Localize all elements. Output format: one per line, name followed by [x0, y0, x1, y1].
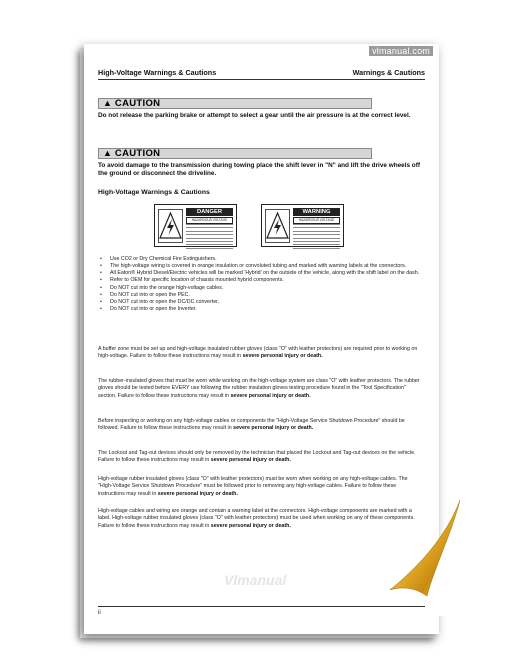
list-item: • Refer to OEM for specific location of chassis mounted hybrid components. [98, 277, 423, 284]
list-item: • All Eaton® Hybrid Diesel/Electric vehicles will be marked 'Hybrid' on the outside of the vehicle, along with the shift label on the dash. [98, 270, 423, 277]
header-divider [98, 79, 425, 80]
paragraph-1 [98, 346, 423, 361]
paragraph-text: The Lockout and Tag-out devices should only be removed by the technician that placed the Lockout and Tag-out devices on the vehicle. Failure to follow these instructions may result in [98, 450, 416, 464]
lightning-bolt-icon [158, 209, 183, 243]
watermark-top: vlmanual.com [369, 46, 433, 56]
caution-text-2: To avoid damage to the transmission during towing place the shift lever in "N" and lift the drive wheels off the ground or disconnect the driveline. [98, 162, 420, 177]
warning-header: WARNING [293, 208, 340, 216]
danger-subheader: HAZARDOUS VOLTAGE [186, 217, 233, 224]
caution-label: CAUTION [114, 148, 161, 159]
list-item: • Use CO2 or Dry Chemical Fire Extinguishers. [98, 256, 423, 263]
paragraph-emphasis: severe personal injury or death. [210, 457, 291, 464]
warning-triangle-icon: ▲ [103, 148, 112, 158]
paragraph-4 [98, 450, 423, 465]
danger-fine-print [186, 224, 233, 251]
paragraph-emphasis: severe personal injury or death. [233, 425, 314, 432]
page-number: ii [98, 610, 101, 616]
warning-fine-print [293, 224, 340, 251]
paragraph-text: The rubber-insulated gloves that must be worn while working on the high-voltage system are class "O" with leather protectors. The rubber gloves should be tested before EVERY use following the rubber insulation gloves testing procedure found in the "Tool Specification" section. Failure to follow these instructions may result in [98, 378, 420, 399]
caution-banner-2 [98, 148, 372, 159]
paragraph-text: A buffer zone must be set up and high-voltage insulated rubber gloves (class "O" with leather protectors) are required prior to working on high-voltage. Failure to follow these instructions may result in [98, 346, 418, 360]
list-item: • Do NOT cut into the orange high-voltage cables. [98, 285, 423, 292]
section-title: High-Voltage Warnings & Cautions [98, 189, 210, 196]
page-header [98, 68, 425, 77]
header-right: Warnings & Cautions [352, 68, 425, 77]
list-item: • Do NOT cut into or open the DC/DC converter. [98, 299, 423, 306]
paragraph-emphasis: severe personal injury or death. [210, 522, 291, 529]
paragraph-2 [98, 378, 423, 400]
header-left: High-Voltage Warnings & Cautions [98, 68, 217, 77]
list-item: • Do NOT cut into or open the Inverter. [98, 306, 423, 313]
list-item: • Do NOT cut into or open the PEC. [98, 292, 423, 299]
paragraph-5 [98, 476, 423, 498]
warning-label-image [261, 204, 344, 247]
watermark-bottom: Vlmanual [224, 572, 287, 588]
caution-banner-1 [98, 98, 372, 109]
paragraph-text: High-voltage cables and wiring are orange and contain a warning label at the connectors. High-voltage components are marked with a label. High-voltage rubber insulated gloves (class "O" with leather protectors) must be used when working on any of these components. Failure to follow these instructions may result in [98, 508, 415, 529]
warning-triangle-icon: ▲ [103, 98, 112, 108]
caution-text-1: Do not release the parking brake or attempt to select a gear until the air pressure is at the correct level. [98, 112, 411, 119]
lightning-bolt-icon [265, 209, 290, 243]
paragraph-emphasis: severe personal injury or death. [242, 353, 323, 360]
page-curl-icon [372, 498, 460, 616]
caution-label: CAUTION [114, 98, 161, 109]
paragraph-emphasis: severe personal injury or death. [157, 490, 238, 497]
danger-header: DANGER [186, 208, 233, 216]
paragraph-emphasis: severe personal injury or death. [230, 392, 311, 399]
paragraph-3 [98, 418, 423, 433]
danger-label-image [154, 204, 237, 247]
warning-subheader: HAZARDOUS VOLTAGE [293, 217, 340, 224]
paragraph-text: High-voltage rubber insulated gloves (class "O" with leather protectors) must be worn when working on any high-voltage cables. The "High-Voltage Service Shutdown Procedure" must be followed prior to removing any high-voltage cables. Failure to follow these instructions may result in [98, 476, 408, 497]
bullet-list [98, 256, 423, 313]
paragraph-text: Before inspecting or working on any high-voltage cables or components the "High-Voltage Service Shutdown Procedure" should be followed. Failure to follow these instructions may result in [98, 418, 405, 432]
list-item: • The high-voltage wiring is covered in orange insulation or convoluted tubing and marked with warning labels at the connectors. [98, 263, 423, 270]
